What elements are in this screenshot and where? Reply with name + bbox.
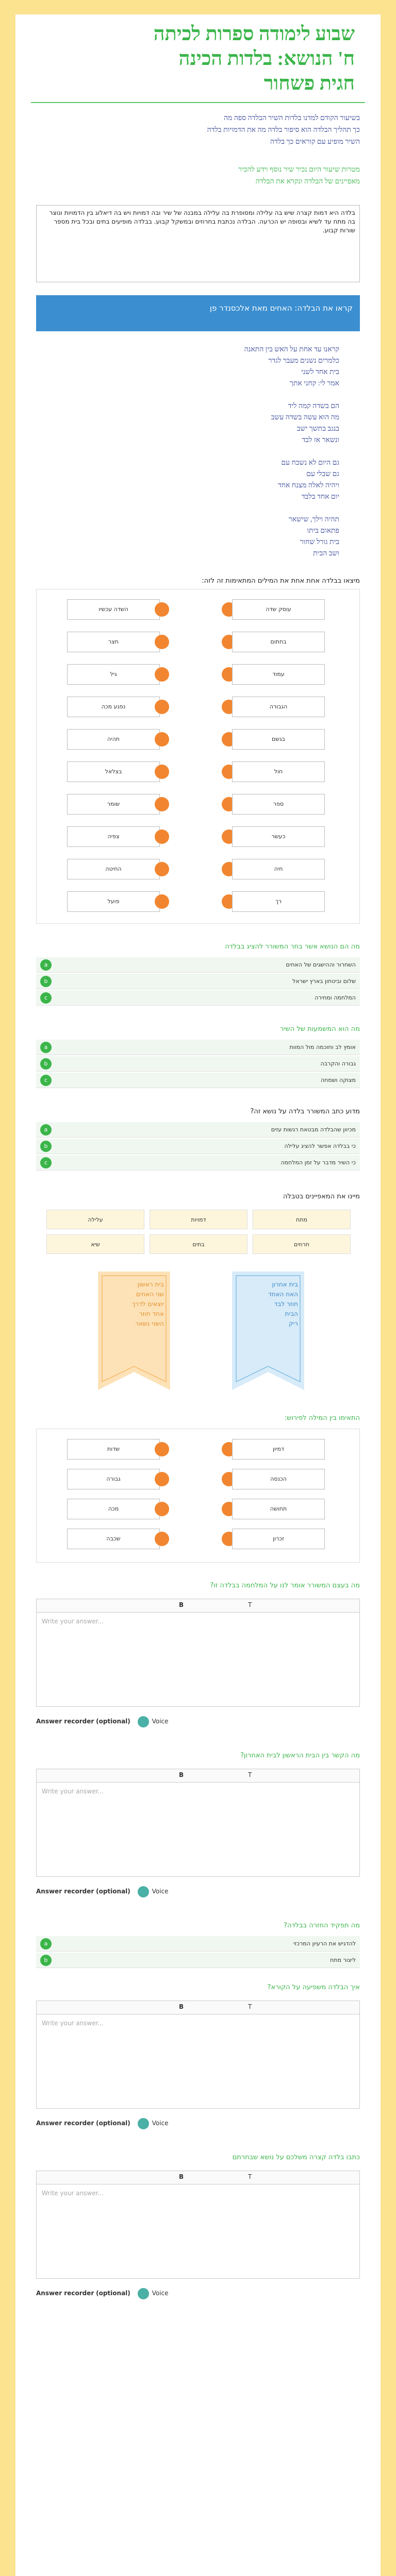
answer-editor[interactable] xyxy=(36,1769,360,1877)
intro-text: בשיעור הקודם למדנו בלדות השיר הבלדה ספה מה כך תהליך הבלדה הוא סיפור בלדה מה את הדמויות בלדה השיר מופיע עם קוראים כך בלדה xyxy=(207,114,360,146)
answer-recorder: Answer recorder (optional) Voice xyxy=(36,2286,169,2300)
answer-recorder: Answer recorder (optional) Voice xyxy=(36,2116,169,2130)
answer-option[interactable]: c מצוקה ושמחה xyxy=(36,1073,360,1088)
match-connector-dot[interactable] xyxy=(155,797,169,811)
match-right-item[interactable]: רך xyxy=(232,891,325,912)
match-connector-dot[interactable] xyxy=(155,635,169,649)
match-right-item[interactable]: חיה xyxy=(232,859,325,879)
match-left-item[interactable]: צפיה xyxy=(67,826,160,847)
match-right-item[interactable]: עמוד xyxy=(232,664,325,685)
answer-recorder: Answer recorder (optional) Voice xyxy=(36,1885,169,1898)
editor-toolbar xyxy=(37,1599,359,1613)
voice-record-button[interactable] xyxy=(138,2288,149,2299)
category-chip[interactable]: בתים xyxy=(150,1234,248,1254)
drop-zone-right[interactable] xyxy=(232,1272,304,1390)
match-left-item[interactable]: החיטה xyxy=(67,859,160,879)
answer-option[interactable]: a מכיוון שהבלדה מבטאת רגשות עזים xyxy=(36,1122,360,1138)
worksheet-title xyxy=(41,22,355,71)
drop-zone-left[interactable] xyxy=(98,1272,170,1390)
option-letter: b xyxy=(40,1141,52,1152)
answer-option[interactable]: a השחרור וההישגים של האחים xyxy=(36,957,360,973)
editor-toolbar xyxy=(37,2001,359,2014)
voice-record-button[interactable] xyxy=(138,1886,149,1897)
voice-record-button[interactable] xyxy=(138,2118,149,2129)
instruction-bar: קראו את הבלדה: האחים מאת אלכסנדר פן xyxy=(36,295,360,331)
match-right-item[interactable]: כעשר xyxy=(232,826,325,847)
option-letter: b xyxy=(40,1955,52,1966)
match-connector-dot[interactable] xyxy=(155,1442,169,1456)
answer-recorder: Answer recorder (optional) Voice xyxy=(36,1715,169,1728)
question-4-title: מדוע כתב המשורר בלדה על נושא זה? xyxy=(250,1108,360,1115)
answer-option[interactable]: b כי בבלדה אפשר להציג עלילה xyxy=(36,1139,360,1154)
match-connector-dot[interactable] xyxy=(155,602,169,617)
answer-option[interactable]: a להדגיש את הרעיון המרכזי xyxy=(36,1936,360,1952)
category-chip[interactable]: שיא xyxy=(46,1234,144,1254)
bold-button[interactable]: B xyxy=(179,2173,184,2180)
option-letter: c xyxy=(40,1157,52,1168)
match-connector-dot[interactable] xyxy=(155,732,169,747)
match-connector-dot[interactable] xyxy=(155,862,169,876)
match-left-item[interactable]: גבורה xyxy=(67,1469,160,1489)
title-line: ח' הנושא: בלדות הכינה xyxy=(178,48,355,70)
categories-title: מיינו את המאפיינים בטבלה xyxy=(283,1193,360,1200)
match-left-item[interactable]: גיל xyxy=(67,664,160,685)
option-letter: a xyxy=(40,959,52,971)
author-line: חגית פשחור xyxy=(263,73,355,94)
question-7-title: מה הקשר בין הבית הראשון לבית האחרון? xyxy=(240,1752,360,1759)
editor-toolbar xyxy=(37,2171,359,2184)
editor-toolbar xyxy=(37,1769,359,1783)
answer-option[interactable]: b ליצור מתח xyxy=(36,1953,360,1968)
match-left-item[interactable]: שומר xyxy=(67,794,160,815)
match-left-item[interactable]: נפגע מכה xyxy=(67,697,160,717)
answer-option[interactable]: b שלום וביטחון בארץ ישראל xyxy=(36,974,360,989)
option-letter: b xyxy=(40,976,52,987)
option-letter: a xyxy=(40,1124,52,1136)
option-letter: b xyxy=(40,1058,52,1070)
match-right-item[interactable]: זכרון xyxy=(232,1529,325,1549)
category-chip[interactable]: חרוזים xyxy=(253,1234,351,1254)
match-left-item[interactable]: השדה עכשיו xyxy=(67,599,160,620)
match-left-item[interactable]: שדות xyxy=(67,1439,160,1460)
bold-button[interactable]: B xyxy=(179,1601,184,1608)
bold-button[interactable]: B xyxy=(179,2003,184,2010)
answer-option[interactable]: c כי השיר מדבר על זמן המלחמה xyxy=(36,1155,360,1171)
drop-zone-text: בית ראשון שני האחים יוצאים לדרך אחד חוזר השני נשאר xyxy=(131,1281,164,1327)
match-connector-dot[interactable] xyxy=(155,894,169,909)
worksheet xyxy=(15,14,381,2576)
text-format-button[interactable]: T xyxy=(248,1771,252,1778)
info-box: בלדה היא דמות קצרה שיש בה עלילה ומסופרת בה עלילה במבנה של שיר ובה דמויות ויש בה דיאלוג בין הדמויות ונוצר בה מתח עד לשיא ובסופה יש הכרעה. הבלדה נכתבת בחרוזים ובמשקל קבוע. בבלדה מופיעים בתים ובכל בית מספר שורות קבוע. xyxy=(36,205,360,282)
answer-option[interactable]: c המלחמה ומחירה xyxy=(36,990,360,1006)
match-right-item[interactable]: הגבורה xyxy=(232,697,325,717)
category-chip[interactable]: דמויות xyxy=(150,1210,248,1229)
match-left-item[interactable]: מכה xyxy=(67,1499,160,1519)
question-3-title: מה הוא המשמעות של השיר xyxy=(280,1025,360,1033)
match-right-item[interactable]: חול xyxy=(232,761,325,782)
editor-placeholder: Write your answer... xyxy=(42,1788,104,1795)
match-connector-dot[interactable] xyxy=(155,1532,169,1546)
text-format-button[interactable]: T xyxy=(248,2173,252,2180)
match-right-item[interactable]: עוסק שדה xyxy=(232,599,325,620)
match-connector-dot[interactable] xyxy=(155,765,169,779)
question-8-title: מה תפקיד החזרה בבלדה? xyxy=(284,1922,360,1929)
answer-option[interactable]: b גבורה והקרבה xyxy=(36,1056,360,1072)
editor-placeholder: Write your answer... xyxy=(42,2020,104,2027)
match-connector-dot[interactable] xyxy=(155,700,169,714)
voice-record-button[interactable] xyxy=(138,1716,149,1727)
match-connector-dot[interactable] xyxy=(155,829,169,844)
answer-option[interactable]: a אומץ לב וחוכמה מול המוות xyxy=(36,1040,360,1055)
option-letter: c xyxy=(40,992,52,1004)
poem-stanza: תהיה וילך, שישאר פתאום ביתו בית גורל שחור ושב הבית xyxy=(288,516,339,557)
question-9-title: איך הבלדה משפיעה על הקורא? xyxy=(267,1984,360,1991)
match-connector-dot[interactable] xyxy=(155,667,169,682)
title-line: שבוע לימודה ספרות לכיתה xyxy=(153,23,355,45)
option-letter: a xyxy=(40,1042,52,1053)
match-left-item[interactable]: בצלאל xyxy=(67,761,160,782)
match-right-item[interactable]: תחושה xyxy=(232,1499,325,1519)
match-right-item[interactable]: ספר xyxy=(232,794,325,815)
poem-stanza: הם בשדה קמה ליד מה הוא עשה בשדה עשב בנגב בתשך ישב ונשאר אז לבד xyxy=(271,402,339,444)
poem-stanza: גם היום לא נשכח עם גם שבלי עם ויהיה לאלה מצנח אחד יום אחד בלבד xyxy=(278,459,339,501)
editor-placeholder: Write your answer... xyxy=(42,1618,104,1625)
match-left-item[interactable]: שכבה xyxy=(67,1529,160,1549)
worksheet-subtitle xyxy=(41,71,355,96)
drop-zone-text: בית אחרון האח האחד חוזר לבד הבית ריק xyxy=(268,1281,298,1327)
poem-stanza: קראנו עד אחת על האש בין התאנה כלמרים נשנים מעבר לגדר בית אחד לשני אמר לי: קחני אתך xyxy=(244,346,339,387)
question-6-title: מה בעצם המשורר אומר לנו על המלחמה בבלדה זו? xyxy=(210,1582,360,1589)
answer-editor[interactable] xyxy=(36,2001,360,2109)
option-letter: a xyxy=(40,1938,52,1950)
question-matching: מיצאו בבלדה אחת אחת את המילים המתאימות זה לזה: xyxy=(202,577,360,585)
category-chip[interactable]: עלילה xyxy=(46,1210,144,1229)
editor-placeholder: Write your answer... xyxy=(42,2190,104,2197)
answer-editor[interactable] xyxy=(36,2171,360,2279)
match-left-item[interactable]: תהיה xyxy=(67,729,160,750)
match-left-item[interactable]: פועל xyxy=(67,891,160,912)
match-left-item[interactable]: חצר xyxy=(67,632,160,652)
goals-text: מטרות שיעור היום נכיר שיר נוסף וידע להכיר מאפיינים של הבלדה ונקרא את הבלדה xyxy=(238,166,360,185)
match-right-item[interactable]: בחתום xyxy=(232,632,325,652)
question-2-title: מה הם הנושא אשר בחר המשורר להציג בבלדה xyxy=(225,943,360,951)
question-5-title: התאימו בין המילה לפירוש: xyxy=(284,1414,360,1422)
option-letter: c xyxy=(40,1075,52,1086)
text-format-button[interactable]: T xyxy=(248,1601,252,1608)
match-right-item[interactable]: הכנסה xyxy=(232,1469,325,1489)
answer-editor[interactable] xyxy=(36,1599,360,1707)
question-10-title: כתבו בלדה קצרה משלכם על נושא שבחרתם xyxy=(232,2154,360,2161)
divider xyxy=(31,102,365,103)
match-right-item[interactable]: בגשם xyxy=(232,729,325,750)
text-format-button[interactable]: T xyxy=(248,2003,252,2010)
match-connector-dot[interactable] xyxy=(155,1472,169,1486)
category-chip[interactable]: מתח xyxy=(253,1210,351,1229)
match-connector-dot[interactable] xyxy=(155,1502,169,1516)
match-right-item[interactable]: דמיון xyxy=(232,1439,325,1460)
bold-button[interactable]: B xyxy=(179,1771,184,1778)
